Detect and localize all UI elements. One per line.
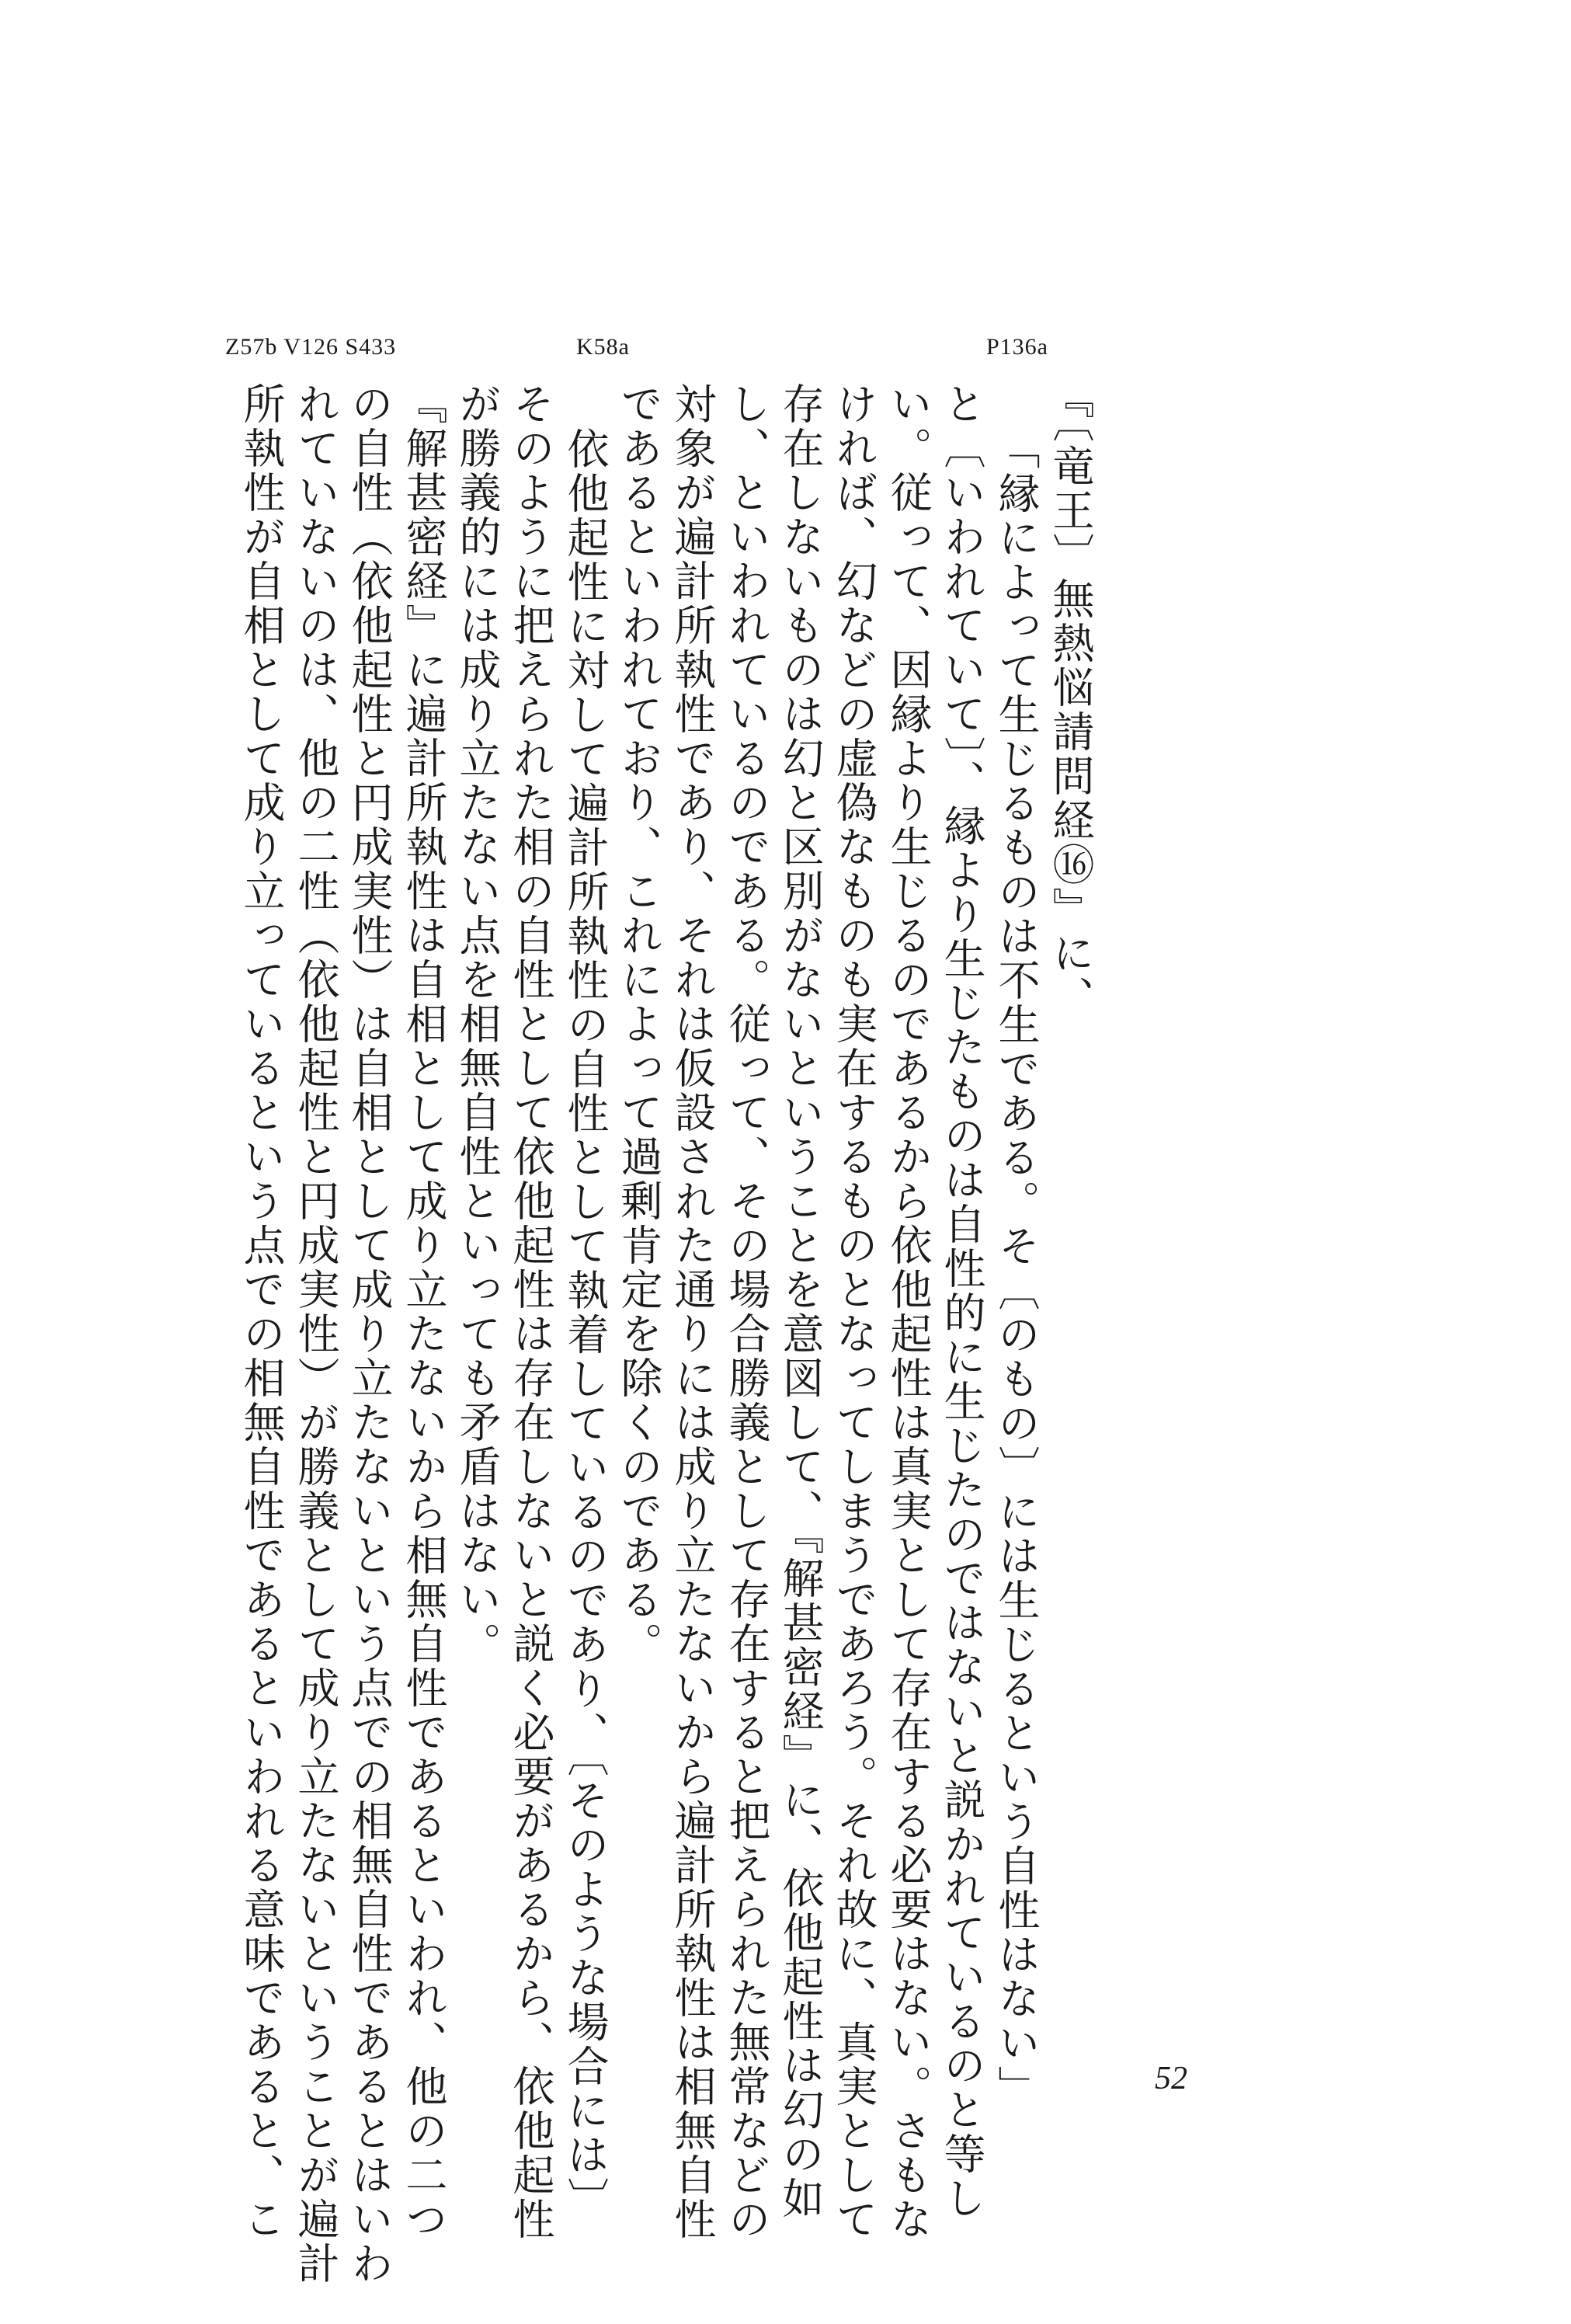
text-line-3: と〔いわれていて〕、縁より生じたものは自性的に生じたのではないと説かれているのと等し	[937, 382, 986, 2221]
text-line-15: れていないのは、他の二性（依他起性と円成実性）が勝義として成り立たないということが遍計	[291, 382, 340, 2286]
text-line-4: い。従って、因縁より生じるのであるから依他起性は真実として存在する必要はない。さもな	[884, 382, 933, 2242]
text-line-1: 『〔竜王〕無熱悩請問経⑯』に、	[1046, 377, 1095, 1020]
margin-ref-zsv: Z57b V126 S433	[225, 334, 397, 360]
text-line-16: 所執性が自相として成り立っているという点での相無自性であるといわれる意味であると、こ	[237, 382, 286, 2242]
text-line-11: そのように把えられた相の自性として依他起性は存在しないと説く必要があるから、依他起性	[506, 382, 555, 2242]
text-line-13: 『解甚密経』に遍計所執性は自相として成り立たないから相無自性であるといわれ、他の二つ	[399, 382, 448, 2242]
margin-ref-p: P136a	[986, 334, 1048, 360]
text-line-14: の自性（依他起性と円成実性）は自相として成り立たないという点での相無自性であるとはいわ	[345, 382, 394, 2286]
text-line-5: ければ、幻などの虚偽なものも実在するものとなってしまうであろう。それ故に、真実として	[829, 382, 878, 2242]
page-number: 52	[1155, 2061, 1187, 2096]
text-line-6: 存在しないものは幻と区別がないということを意図して、『解甚密経』に、依他起性は幻の如	[776, 382, 825, 2221]
margin-ref-k: K58a	[576, 334, 630, 360]
text-line-9: であるといわれており、これによって過剰肯定を除くのである。	[614, 382, 663, 1666]
text-line-12: が勝義的には成り立たない点を相無自性といっても矛盾はない。	[453, 382, 502, 1666]
text-line-2: 「縁によって生じるものは不生である。そ〔のもの〕には生じるという自性はない」	[992, 427, 1041, 2110]
text-line-7: し、といわれているのである。従って、その場合勝義として存在すると把えられた無常などの	[722, 382, 771, 2242]
text-line-10: 依他起性に対して遍計所執性の自性として執着しているのであり、〔そのような場合には〕	[561, 427, 610, 2221]
text-line-8: 対象が遍計所執性であり、それは仮設された通りには成り立たないから遍計所執性は相無自性	[668, 382, 717, 2242]
